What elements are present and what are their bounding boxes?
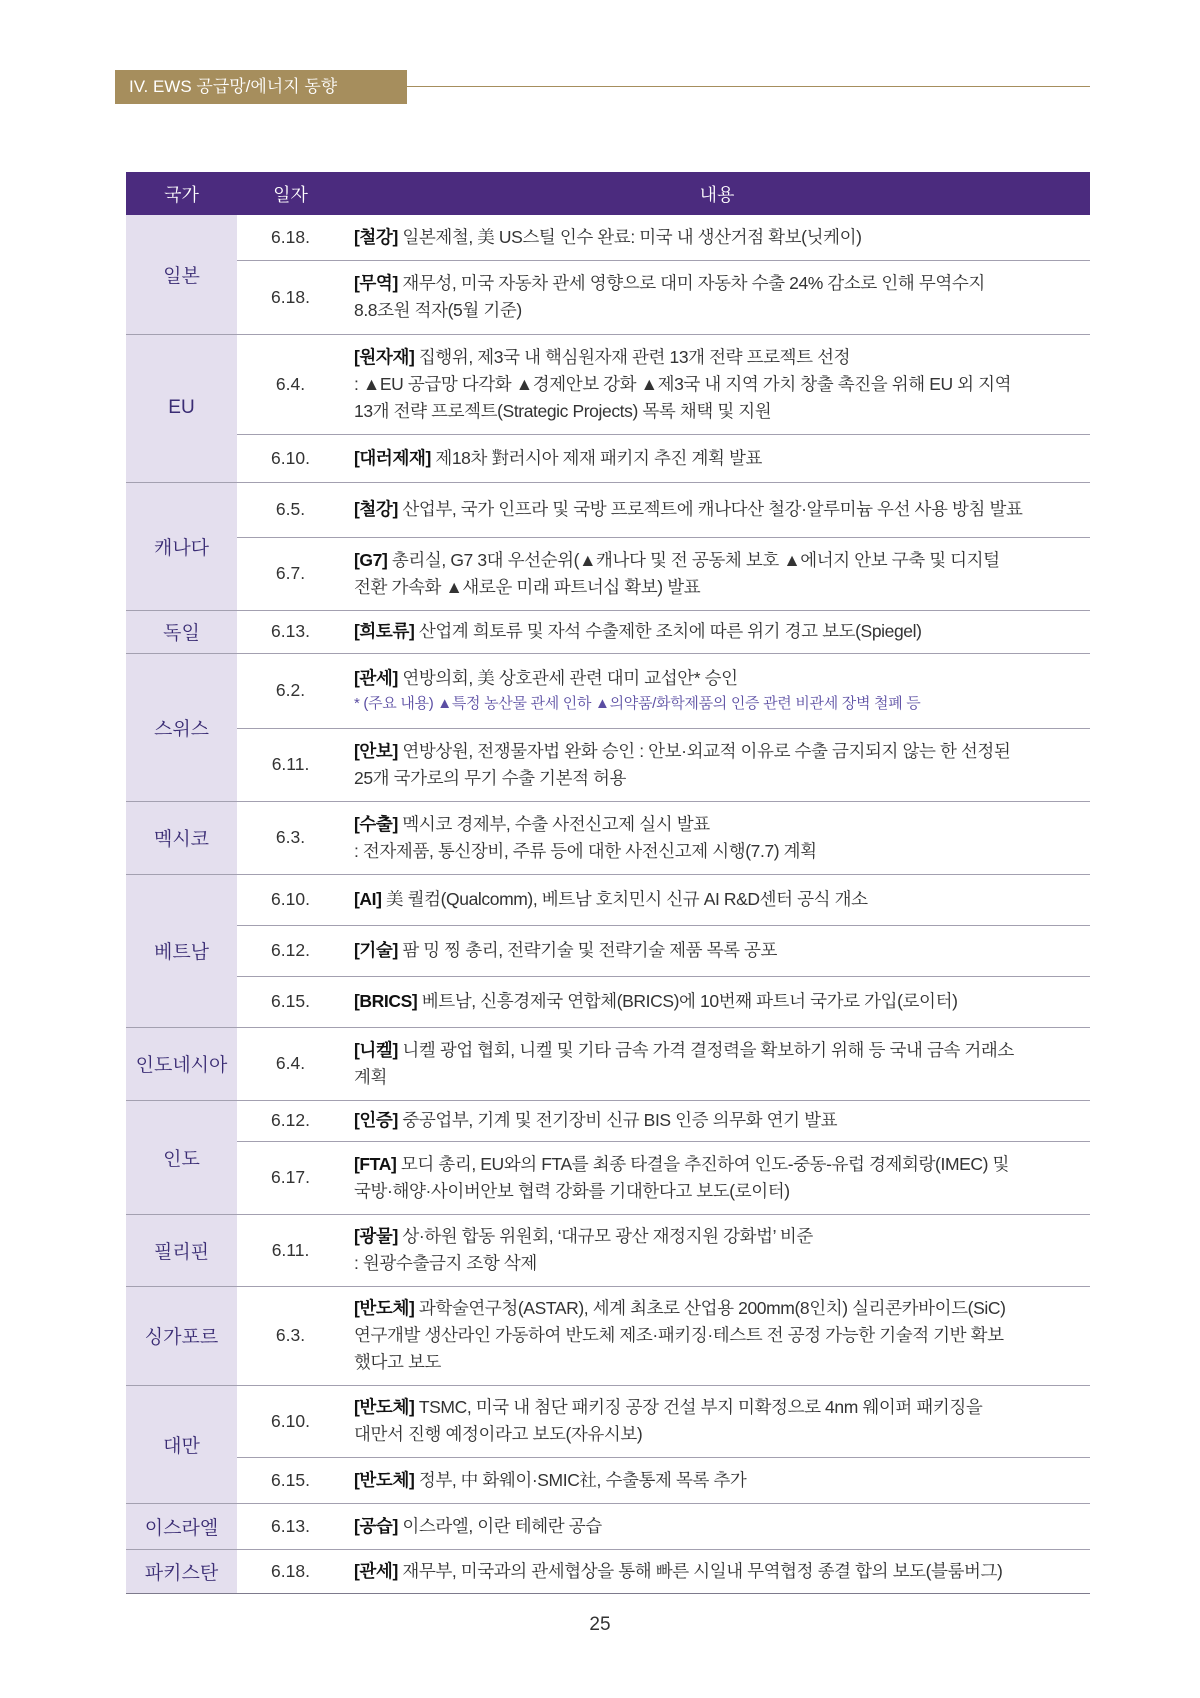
content-line: : 전자제품, 통신장비, 주류 등에 대한 사전신고제 시행(7.7) 계획 xyxy=(354,840,817,861)
category-tag: [광물] xyxy=(354,1226,398,1246)
date-cell: 6.18. xyxy=(237,215,344,260)
country-cell: 베트남 xyxy=(126,874,237,1027)
content-line: 국방·해양·사이버안보 협력 강화를 기대한다고 보도(로이터) xyxy=(354,1180,790,1201)
category-tag: [희토류] xyxy=(354,621,415,641)
content-cell xyxy=(344,1457,1090,1503)
content-line xyxy=(354,1295,1080,1322)
table-row xyxy=(126,728,1090,801)
category-tag: [무역] xyxy=(354,273,398,293)
content-line xyxy=(354,1513,1080,1540)
content-text: 총리실, G7 3대 우선순위(▲캐나다 및 전 공동체 보호 ▲에너지 안보 구축 및 디지털 xyxy=(391,549,1000,570)
date-cell: 6.15. xyxy=(237,976,344,1027)
date-cell: 6.3. xyxy=(237,1286,344,1385)
content-text: 재무성, 미국 자동차 관세 영향으로 대미 자동차 수출 24% 감소로 인해 무역수지 xyxy=(402,273,985,293)
content-line xyxy=(354,1037,1080,1064)
content-line xyxy=(354,886,1080,913)
content-text: 연방의회, 美 상호관세 관련 대미 교섭안* 승인 xyxy=(402,668,738,688)
content-cell xyxy=(344,610,1090,653)
category-tag: [반도체] xyxy=(354,1298,415,1318)
content-cell xyxy=(344,976,1090,1027)
table-row xyxy=(126,1141,1090,1214)
content-line: 했다고 보도 xyxy=(354,1352,441,1372)
country-cell: 독일 xyxy=(126,610,237,653)
header-content: 내용 xyxy=(344,172,1090,215)
table-row xyxy=(126,482,1090,537)
content-line xyxy=(354,1107,1080,1134)
table-row xyxy=(126,1286,1090,1385)
content-text: 모디 총리, EU와의 FTA를 최종 타결을 추진하여 인도-중동-유럽 경제회랑(IMEC) 및 xyxy=(400,1153,1010,1174)
category-tag: [원자재] xyxy=(354,346,415,367)
content-line xyxy=(354,988,1080,1015)
category-tag: [FTA] xyxy=(354,1153,397,1174)
content-line: 전환 가속화 ▲새로운 미래 파트너십 확보) 발표 xyxy=(354,576,701,597)
content-cell xyxy=(344,1385,1090,1457)
content-line: : ▲EU 공급망 다각화 ▲경제안보 강화 ▲제3국 내 지역 가치 창출 촉진을 위해 EU 외 지역 xyxy=(354,373,1012,394)
content-line: 8.8조원 적자(5월 기준) xyxy=(354,300,522,320)
table-row xyxy=(126,434,1090,482)
content-text: 제18차 對러시아 제재 패키지 추진 계획 발표 xyxy=(435,447,762,468)
date-cell: 6.5. xyxy=(237,482,344,537)
content-text: 이스라엘, 이란 테헤란 공습 xyxy=(402,1515,602,1536)
content-cell xyxy=(344,334,1090,434)
table-row xyxy=(126,1549,1090,1593)
content-line: 계획 xyxy=(354,1066,388,1087)
category-tag: [BRICS] xyxy=(354,991,418,1011)
content-line xyxy=(354,1223,1080,1250)
content-line: 연구개발 생산라인 가동하여 반도체 제조·패키징·테스트 전 공정 가능한 기술적 기반 확보 xyxy=(354,1325,1004,1345)
date-cell: 6.11. xyxy=(237,1214,344,1286)
category-tag: [반도체] xyxy=(354,1469,415,1490)
content-text: 정부, 中 화웨이·SMIC社, 수출통제 목록 추가 xyxy=(418,1469,747,1490)
country-cell: 이스라엘 xyxy=(126,1503,237,1549)
content-text: 일본제철, 美 US스틸 인수 완료: 미국 내 생산거점 확보(닛케이) xyxy=(402,226,862,247)
country-cell: 파키스탄 xyxy=(126,1549,237,1593)
table-row xyxy=(126,1385,1090,1457)
content-text: 베트남, 신흥경제국 연합체(BRICS)에 10번째 파트너 국가로 가입(로이터) xyxy=(421,991,958,1011)
category-tag: [수출] xyxy=(354,813,398,834)
content-text: 멕시코 경제부, 수출 사전신고제 실시 발표 xyxy=(402,813,710,834)
header-country: 국가 xyxy=(126,172,237,215)
country-cell: 싱가포르 xyxy=(126,1286,237,1385)
date-cell: 6.15. xyxy=(237,1457,344,1503)
content-line xyxy=(354,270,1080,297)
category-tag: [AI] xyxy=(354,889,382,909)
date-cell: 6.13. xyxy=(237,610,344,653)
content-line xyxy=(354,496,1080,523)
table-row xyxy=(126,215,1090,260)
header-date: 일자 xyxy=(237,172,344,215)
content-text: 재무부, 미국과의 관세협상을 통해 빠른 시일내 무역협정 종결 합의 보도(블룸버그) xyxy=(402,1560,1003,1581)
content-cell xyxy=(344,801,1090,874)
content-text: 산업부, 국가 인프라 및 국방 프로젝트에 캐나다산 철강·알루미늄 우선 사용 방침 발표 xyxy=(402,499,1023,519)
category-tag: [안보] xyxy=(354,740,398,761)
content-line xyxy=(354,1467,1080,1494)
section-header-rule xyxy=(407,86,1090,87)
content-line xyxy=(354,344,1080,371)
category-tag: [공습] xyxy=(354,1515,398,1536)
page-number: 25 xyxy=(589,1614,611,1635)
content-text: 상·하원 합동 위원회, ‘대규모 광산 재정지원 강화법’ 비준 xyxy=(402,1226,813,1246)
country-cell: 멕시코 xyxy=(126,801,237,874)
content-note: * (주요 내용) ▲특정 농산물 관세 인하 ▲의약품/화학제품의 인증 관련 비관세 장벽 철폐 등 xyxy=(354,695,921,712)
date-cell: 6.10. xyxy=(237,874,344,925)
category-tag: [반도체] xyxy=(354,1397,415,1417)
table-row xyxy=(126,874,1090,925)
table-header-row xyxy=(126,172,1090,215)
content-line xyxy=(354,1151,1080,1178)
category-tag: [인증] xyxy=(354,1110,398,1130)
content-text: TSMC, 미국 내 첨단 패키징 공장 건설 부지 미확정으로 4nm 웨이퍼 패키징을 xyxy=(418,1397,983,1417)
content-cell xyxy=(344,1027,1090,1100)
category-tag: [대러제재] xyxy=(354,447,431,468)
content-cell xyxy=(344,925,1090,976)
date-cell: 6.7. xyxy=(237,537,344,610)
table-row xyxy=(126,976,1090,1027)
content-line: 대만서 진행 예정이라고 보도(자유시보) xyxy=(354,1424,643,1444)
content-text: 연방상원, 전쟁물자법 완화 승인 : 안보·외교적 이유로 수출 금지되지 않는 한 선정된 xyxy=(402,740,1011,761)
date-cell: 6.3. xyxy=(237,801,344,874)
content-line: 13개 전략 프로젝트(Strategic Projects) 목록 채택 및 지원 xyxy=(354,400,772,421)
content-cell xyxy=(344,1141,1090,1214)
content-line: : 원광수출금지 조항 삭제 xyxy=(354,1253,537,1273)
table-row xyxy=(126,334,1090,434)
content-line xyxy=(354,665,1080,692)
country-cell: 인도네시아 xyxy=(126,1027,237,1100)
country-cell: 인도 xyxy=(126,1100,237,1214)
table-row xyxy=(126,1027,1090,1100)
content-cell xyxy=(344,482,1090,537)
content-text: 과학술연구청(ASTAR), 세계 최초로 산업용 200mm(8인치) 실리콘카바이드(SiC) xyxy=(418,1298,1006,1318)
date-cell: 6.10. xyxy=(237,434,344,482)
date-cell: 6.4. xyxy=(237,334,344,434)
table-row xyxy=(126,1457,1090,1503)
content-cell xyxy=(344,215,1090,260)
table-row xyxy=(126,653,1090,728)
table-row xyxy=(126,537,1090,610)
content-text: 팜 밍 찡 총리, 전략기술 및 전략기술 제품 목록 공포 xyxy=(402,940,778,960)
country-cell: EU xyxy=(126,334,237,482)
table-row xyxy=(126,610,1090,653)
category-tag: [관세] xyxy=(354,668,398,688)
content-cell xyxy=(344,434,1090,482)
content-line xyxy=(354,738,1080,765)
content-line xyxy=(354,937,1080,964)
content-cell xyxy=(344,1214,1090,1286)
section-header: IV. EWS 공급망/에너지 동향 xyxy=(115,70,407,104)
country-cell: 대만 xyxy=(126,1385,237,1503)
table-row xyxy=(126,260,1090,334)
content-line xyxy=(354,1558,1080,1585)
content-line xyxy=(354,224,1080,251)
date-cell: 6.10. xyxy=(237,1385,344,1457)
table-row xyxy=(126,1214,1090,1286)
country-cell: 캐나다 xyxy=(126,482,237,610)
content-line: 25개 국가로의 무기 수출 기본적 허용 xyxy=(354,767,627,788)
date-cell: 6.2. xyxy=(237,653,344,728)
country-cell: 스위스 xyxy=(126,653,237,801)
content-cell xyxy=(344,1100,1090,1141)
content-line xyxy=(354,547,1080,574)
content-cell xyxy=(344,653,1090,728)
table-row xyxy=(126,1503,1090,1549)
content-cell xyxy=(344,537,1090,610)
content-line xyxy=(354,445,1080,472)
content-text: 美 퀄컴(Qualcomm), 베트남 호치민시 신규 AI R&D센터 공식 개소 xyxy=(386,889,868,909)
content-line xyxy=(354,811,1080,838)
category-tag: [철강] xyxy=(354,499,398,519)
content-cell xyxy=(344,1286,1090,1385)
table-row xyxy=(126,925,1090,976)
content-text: 산업계 희토류 및 자석 수출제한 조치에 따른 위기 경고 보도(Spiegel) xyxy=(418,621,922,641)
date-cell: 6.17. xyxy=(237,1141,344,1214)
date-cell: 6.18. xyxy=(237,260,344,334)
category-tag: [기술] xyxy=(354,940,398,960)
content-line xyxy=(354,1394,1080,1421)
country-cell: 필리핀 xyxy=(126,1214,237,1286)
date-cell: 6.4. xyxy=(237,1027,344,1100)
ews-news-table xyxy=(126,172,1090,1594)
date-cell: 6.12. xyxy=(237,925,344,976)
content-text: 집행위, 제3국 내 핵심원자재 관련 13개 전략 프로젝트 선정 xyxy=(418,346,851,367)
category-tag: [철강] xyxy=(354,226,398,247)
content-cell xyxy=(344,1503,1090,1549)
content-text: 중공업부, 기계 및 전기장비 신규 BIS 인증 의무화 연기 발표 xyxy=(402,1110,838,1130)
date-cell: 6.18. xyxy=(237,1549,344,1593)
category-tag: [니켈] xyxy=(354,1039,398,1060)
content-cell xyxy=(344,728,1090,801)
date-cell: 6.13. xyxy=(237,1503,344,1549)
category-tag: [G7] xyxy=(354,549,388,570)
content-cell xyxy=(344,260,1090,334)
content-cell xyxy=(344,1549,1090,1593)
table-row xyxy=(126,1100,1090,1141)
content-line xyxy=(354,618,1080,645)
content-text: 니켈 광업 협회, 니켈 및 기타 금속 가격 결정력을 확보하기 위해 등 국내 금속 거래소 xyxy=(402,1039,1014,1060)
country-cell: 일본 xyxy=(126,215,237,334)
table-row xyxy=(126,801,1090,874)
date-cell: 6.11. xyxy=(237,728,344,801)
content-cell xyxy=(344,874,1090,925)
category-tag: [관세] xyxy=(354,1560,398,1581)
date-cell: 6.12. xyxy=(237,1100,344,1141)
